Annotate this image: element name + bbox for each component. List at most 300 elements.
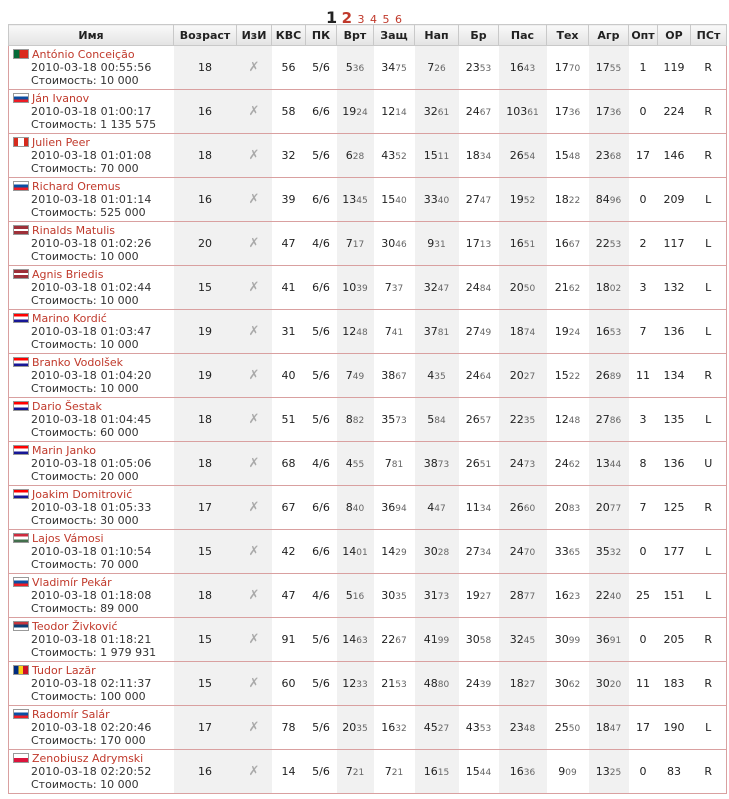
age-cell: 19 — [174, 354, 237, 398]
stat-agr-value: 17 — [595, 105, 610, 118]
stat-teh-sub: 22 — [568, 372, 581, 382]
stat-pas-cell — [499, 442, 547, 486]
stat-agr-sub: 55 — [609, 64, 622, 74]
stat-agr-value: 18 — [595, 281, 610, 294]
stat-pas-value: 20 — [509, 369, 524, 382]
cost-label: Стоимость: — [31, 294, 97, 307]
stat-nap-cell — [415, 178, 459, 222]
cost-value: 10 000 — [100, 250, 139, 263]
col-header-pst[interactable]: ПСт — [691, 25, 727, 46]
stat-vrt-cell — [337, 222, 374, 266]
cross-icon[interactable]: ✗ — [248, 236, 260, 251]
age-cell: 17 — [174, 706, 237, 750]
cross-icon[interactable]: ✗ — [248, 500, 260, 515]
izi-cell[interactable] — [237, 750, 272, 794]
stat-pas-sub: 27 — [523, 680, 536, 690]
stat-agr-value: 16 — [595, 325, 610, 338]
stat-br-value: 23 — [465, 61, 480, 74]
cost-label: Стоимость: — [31, 338, 97, 351]
stat-zasch-cell — [374, 750, 415, 794]
col-header-br[interactable]: Бр — [459, 25, 499, 46]
izi-cell[interactable] — [237, 618, 272, 662]
stat-nap-sub: 40 — [437, 196, 450, 206]
pk-cell: 4/6 — [306, 222, 337, 266]
stat-zasch-value: 22 — [381, 633, 396, 646]
stat-teh-cell — [547, 574, 589, 618]
stat-teh-value: 17 — [554, 61, 569, 74]
stat-vrt-cell — [337, 706, 374, 750]
stat-br-cell — [459, 706, 499, 750]
stat-agr-value: 36 — [595, 633, 610, 646]
stat-zasch-sub: 40 — [395, 196, 407, 206]
table-row — [9, 530, 727, 574]
stat-teh-cell — [547, 90, 589, 134]
stat-vrt-cell — [337, 750, 374, 794]
stat-vrt-cell — [337, 134, 374, 178]
stat-zasch-value: 21 — [381, 677, 396, 690]
stat-pas-value: 22 — [509, 413, 524, 426]
stat-pas-cell — [499, 662, 547, 706]
cross-icon[interactable]: ✗ — [248, 676, 260, 691]
opt-cell: 1 — [629, 46, 658, 90]
stat-agr-sub: 68 — [609, 152, 622, 162]
player-name-link[interactable]: Julien Peer — [32, 136, 90, 149]
player-name-link[interactable]: Vladimír Pekár — [32, 576, 112, 589]
stat-vrt-sub: 17 — [352, 240, 365, 250]
kvs-cell: 78 — [272, 706, 306, 750]
stat-agr-value: 20 — [595, 501, 610, 514]
stat-nap-sub: 73 — [437, 592, 450, 602]
stat-vrt-cell — [337, 442, 374, 486]
player-name-link[interactable]: Tudor Lazăr — [32, 664, 96, 677]
player-cost — [13, 294, 174, 307]
player-cell — [9, 618, 174, 662]
stat-zasch-value: 7 — [384, 457, 392, 470]
stat-zasch-cell — [374, 222, 415, 266]
stat-br-value: 24 — [465, 677, 480, 690]
stat-agr-sub: 53 — [609, 328, 622, 338]
kvs-cell: 42 — [272, 530, 306, 574]
stat-zasch-sub: 67 — [395, 372, 407, 382]
stat-teh-value: 9 — [558, 765, 566, 778]
cross-icon[interactable]: ✗ — [248, 148, 260, 163]
izi-cell[interactable] — [237, 662, 272, 706]
stat-teh-sub: 48 — [568, 152, 581, 162]
cross-icon[interactable]: ✗ — [248, 632, 260, 647]
flag-icon — [13, 665, 29, 675]
stat-teh-value: 18 — [554, 193, 569, 206]
age-cell: 18 — [174, 574, 237, 618]
pst-cell: R — [691, 354, 727, 398]
stat-teh-sub: 22 — [568, 196, 581, 206]
player-date: 2010-03-18 01:05:06 — [31, 457, 152, 470]
kvs-cell: 91 — [272, 618, 306, 662]
pst-cell: L — [691, 574, 727, 618]
stat-agr-sub: 47 — [609, 724, 622, 734]
stat-nap-sub: 11 — [437, 152, 450, 162]
stat-zasch-cell — [374, 134, 415, 178]
opt-cell: 11 — [629, 662, 658, 706]
flag-icon — [13, 445, 29, 455]
player-name-link[interactable]: Joakim Domitrović — [32, 488, 133, 501]
stat-pas-value: 16 — [509, 765, 524, 778]
stat-vrt-cell — [337, 398, 374, 442]
stat-nap-sub: 31 — [434, 240, 446, 250]
stat-agr-cell — [589, 574, 629, 618]
player-name-link[interactable]: Rinalds Matulis — [32, 224, 116, 237]
player-cell — [9, 222, 174, 266]
stat-nap-cell — [415, 46, 459, 90]
stat-br-sub: 57 — [479, 416, 492, 426]
stat-teh-cell — [547, 530, 589, 574]
player-cell — [9, 750, 174, 794]
izi-cell[interactable] — [237, 310, 272, 354]
or-cell: 134 — [658, 354, 691, 398]
stat-nap-value: 33 — [423, 193, 438, 206]
stat-zasch-value: 36 — [381, 501, 396, 514]
cost-label: Стоимость: — [31, 426, 97, 439]
pst-cell: R — [691, 90, 727, 134]
col-header-name[interactable]: Имя — [9, 25, 174, 46]
table-row — [9, 574, 727, 618]
stat-nap-value: 45 — [423, 721, 438, 734]
player-cost — [13, 646, 174, 659]
cross-icon[interactable]: ✗ — [248, 720, 260, 735]
stat-zasch-sub: 32 — [395, 724, 407, 734]
stat-zasch-value: 7 — [384, 325, 392, 338]
stat-br-sub: 47 — [479, 196, 492, 206]
stat-pas-value: 26 — [509, 501, 524, 514]
age-cell: 18 — [174, 134, 237, 178]
table-row — [9, 310, 727, 354]
player-name-link[interactable]: Lajos Vámosi — [32, 532, 104, 545]
izi-cell[interactable] — [237, 706, 272, 750]
pst-cell: L — [691, 706, 727, 750]
col-header-teh[interactable]: Тех — [547, 25, 589, 46]
cost-label: Стоимость: — [31, 778, 97, 791]
page-link-4[interactable]: 4 — [370, 13, 378, 26]
stat-teh-cell — [547, 354, 589, 398]
stat-pas-sub: 60 — [523, 504, 536, 514]
stat-agr-value: 22 — [595, 237, 610, 250]
cost-value: 70 000 — [100, 558, 139, 571]
stat-nap-cell — [415, 310, 459, 354]
stat-agr-sub: 53 — [609, 240, 622, 250]
stat-nap-value: 41 — [423, 633, 438, 646]
player-name-link[interactable]: Dario Šestak — [32, 400, 102, 413]
table-row — [9, 178, 727, 222]
stat-zasch-value: 43 — [381, 149, 396, 162]
stat-zasch-value: 14 — [381, 545, 396, 558]
player-name-link[interactable]: Marino Kordić — [32, 312, 107, 325]
stat-pas-value: 16 — [509, 237, 524, 250]
stat-teh-sub: 65 — [568, 548, 581, 558]
player-date: 2010-03-18 02:20:46 — [31, 721, 152, 734]
opt-cell: 17 — [629, 134, 658, 178]
stat-pas-cell — [499, 706, 547, 750]
stat-nap-value: 38 — [423, 457, 438, 470]
cross-icon[interactable]: ✗ — [248, 764, 260, 779]
player-name-link[interactable]: Zenobiusz Adrymski — [32, 752, 144, 765]
col-header-kvs[interactable]: КВС — [272, 25, 306, 46]
pk-cell: 5/6 — [306, 310, 337, 354]
or-cell: 151 — [658, 574, 691, 618]
kvs-cell: 41 — [272, 266, 306, 310]
or-cell: 117 — [658, 222, 691, 266]
stat-zasch-value: 35 — [381, 413, 396, 426]
stat-vrt-sub: 01 — [356, 548, 368, 558]
pk-cell: 6/6 — [306, 530, 337, 574]
col-header-opt[interactable]: Опт — [629, 25, 658, 46]
col-header-nap[interactable]: Нап — [415, 25, 459, 46]
izi-cell[interactable] — [237, 266, 272, 310]
opt-cell: 3 — [629, 398, 658, 442]
cross-icon[interactable]: ✗ — [248, 324, 260, 339]
cross-icon[interactable]: ✗ — [248, 280, 260, 295]
stat-br-sub: 53 — [479, 64, 492, 74]
stat-br-value: 11 — [465, 501, 480, 514]
stat-br-sub: 49 — [479, 328, 492, 338]
stat-pas-value: 32 — [509, 633, 524, 646]
stat-vrt-sub: 35 — [356, 724, 368, 734]
cost-value: 70 000 — [100, 162, 139, 175]
stat-vrt-value: 12 — [342, 677, 357, 690]
page-link-6[interactable]: 6 — [395, 13, 403, 26]
stat-zasch-cell — [374, 486, 415, 530]
cross-icon[interactable]: ✗ — [248, 60, 260, 75]
pst-cell: L — [691, 530, 727, 574]
stat-nap-value: 4 — [427, 501, 435, 514]
age-cell: 16 — [174, 90, 237, 134]
stat-pas-sub: 43 — [523, 64, 536, 74]
player-name-link[interactable]: Ján Ivanov — [32, 92, 90, 105]
izi-cell[interactable] — [237, 486, 272, 530]
stat-pas-sub: 36 — [523, 768, 536, 778]
cost-label: Стоимость: — [31, 382, 97, 395]
player-cell — [9, 398, 174, 442]
stat-teh-sub: 09 — [565, 768, 577, 778]
stat-agr-sub: 25 — [609, 768, 622, 778]
izi-cell[interactable] — [237, 354, 272, 398]
stat-agr-value: 84 — [595, 193, 610, 206]
stat-pas-value: 16 — [509, 61, 524, 74]
players-table — [8, 24, 727, 794]
stat-nap-value: 16 — [423, 765, 438, 778]
opt-cell: 25 — [629, 574, 658, 618]
stat-br-value: 18 — [465, 149, 480, 162]
player-date: 2010-03-18 01:05:33 — [31, 501, 152, 514]
cost-value: 1 979 931 — [100, 646, 157, 659]
flag-icon — [13, 401, 29, 411]
stat-br-cell — [459, 222, 499, 266]
stat-zasch-sub: 94 — [395, 504, 407, 514]
izi-cell[interactable] — [237, 398, 272, 442]
stat-vrt-sub: 21 — [352, 768, 365, 778]
col-header-izi[interactable]: ИзИ — [237, 25, 272, 46]
stat-pas-cell — [499, 134, 547, 178]
player-cost — [13, 74, 174, 87]
cross-icon[interactable]: ✗ — [248, 104, 260, 119]
col-header-pas[interactable]: Пас — [499, 25, 547, 46]
pk-cell: 5/6 — [306, 398, 337, 442]
izi-cell[interactable] — [237, 222, 272, 266]
stat-teh-value: 17 — [554, 105, 569, 118]
stat-teh-value: 30 — [554, 677, 569, 690]
stat-agr-cell — [589, 134, 629, 178]
stat-teh-cell — [547, 662, 589, 706]
stat-br-value: 19 — [465, 589, 480, 602]
stat-nap-cell — [415, 750, 459, 794]
stat-pas-value: 18 — [509, 677, 524, 690]
stat-br-value: 27 — [465, 193, 480, 206]
flag-icon — [13, 181, 29, 191]
col-header-vrt[interactable]: Врт — [337, 25, 374, 46]
opt-cell: 17 — [629, 706, 658, 750]
kvs-cell: 51 — [272, 398, 306, 442]
flag-icon — [13, 137, 29, 147]
cost-value: 10 000 — [100, 382, 139, 395]
player-date: 2010-03-18 01:03:47 — [31, 325, 152, 338]
col-header-or[interactable]: ОР — [658, 25, 691, 46]
or-cell: 135 — [658, 398, 691, 442]
stat-nap-value: 15 — [423, 149, 438, 162]
cross-icon[interactable]: ✗ — [248, 192, 260, 207]
stat-pas-value: 20 — [509, 281, 524, 294]
page-link-5[interactable]: 5 — [382, 13, 390, 26]
izi-cell[interactable] — [237, 46, 272, 90]
player-cell — [9, 310, 174, 354]
stat-br-cell — [459, 618, 499, 662]
page-link-3[interactable]: 3 — [357, 13, 365, 26]
player-cost — [13, 426, 174, 439]
stat-zasch-sub: 37 — [391, 284, 404, 294]
cross-icon[interactable]: ✗ — [248, 368, 260, 383]
player-name-link[interactable]: António Conceição — [32, 48, 135, 61]
stat-teh-value: 15 — [554, 369, 569, 382]
izi-cell[interactable] — [237, 530, 272, 574]
stat-vrt-cell — [337, 354, 374, 398]
col-header-pk[interactable]: ПК — [306, 25, 337, 46]
player-name-link[interactable]: Agnis Briedis — [32, 268, 104, 281]
player-cost — [13, 382, 174, 395]
players-tbody — [9, 46, 727, 794]
kvs-cell: 67 — [272, 486, 306, 530]
cost-value: 89 000 — [100, 602, 139, 615]
izi-cell[interactable] — [237, 178, 272, 222]
stat-teh-cell — [547, 618, 589, 662]
flag-icon — [13, 357, 29, 367]
pst-cell: R — [691, 618, 727, 662]
player-cell — [9, 662, 174, 706]
stat-agr-value: 23 — [595, 149, 610, 162]
player-name-link[interactable]: Teodor Živković — [32, 620, 118, 633]
player-name-link[interactable]: Marin Janko — [32, 444, 96, 457]
pst-cell: L — [691, 222, 727, 266]
stat-agr-cell — [589, 398, 629, 442]
kvs-cell: 47 — [272, 574, 306, 618]
stat-zasch-sub: 14 — [395, 108, 407, 118]
stat-teh-cell — [547, 134, 589, 178]
player-name-link[interactable]: Richard Oremus — [32, 180, 121, 193]
stat-nap-cell — [415, 354, 459, 398]
player-cost — [13, 690, 174, 703]
stat-br-sub: 34 — [479, 548, 492, 558]
stat-teh-cell — [547, 750, 589, 794]
pk-cell: 4/6 — [306, 442, 337, 486]
player-date: 2010-03-18 01:01:08 — [31, 149, 152, 162]
stat-vrt-value: 20 — [342, 721, 357, 734]
or-cell: 146 — [658, 134, 691, 178]
stat-br-sub: 64 — [479, 372, 492, 382]
stat-nap-value: 30 — [423, 545, 438, 558]
stat-br-cell — [459, 398, 499, 442]
stat-agr-sub: 77 — [609, 504, 622, 514]
player-cost — [13, 162, 174, 175]
stat-nap-cell — [415, 618, 459, 662]
cross-icon[interactable]: ✗ — [248, 544, 260, 559]
kvs-cell: 40 — [272, 354, 306, 398]
cross-icon[interactable]: ✗ — [248, 412, 260, 427]
stat-vrt-value: 6 — [345, 149, 353, 162]
page-link-2[interactable]: 2 — [341, 9, 353, 27]
izi-cell[interactable] — [237, 134, 272, 178]
stat-br-value: 30 — [465, 633, 480, 646]
col-header-agr[interactable]: Агр — [589, 25, 629, 46]
pst-cell: R — [691, 46, 727, 90]
player-date: 2010-03-18 01:00:17 — [31, 105, 152, 118]
col-header-age[interactable]: Возраст — [174, 25, 237, 46]
kvs-cell: 60 — [272, 662, 306, 706]
stat-nap-value: 32 — [423, 105, 438, 118]
opt-cell: 8 — [629, 442, 658, 486]
stat-br-cell — [459, 354, 499, 398]
stat-vrt-sub: 45 — [356, 196, 368, 206]
cross-icon[interactable]: ✗ — [248, 456, 260, 471]
cross-icon[interactable]: ✗ — [248, 588, 260, 603]
player-cost — [13, 250, 174, 263]
player-name-link[interactable]: Branko Vodolšek — [32, 356, 124, 369]
player-cell — [9, 530, 174, 574]
cost-label: Стоимость: — [31, 162, 97, 175]
stat-agr-value: 35 — [595, 545, 610, 558]
col-header-zasch[interactable]: Защ — [374, 25, 415, 46]
stat-vrt-value: 10 — [342, 281, 357, 294]
stat-br-cell — [459, 310, 499, 354]
pst-cell: L — [691, 310, 727, 354]
izi-cell[interactable] — [237, 90, 272, 134]
stat-nap-sub: 26 — [434, 64, 446, 74]
stat-zasch-value: 12 — [381, 105, 396, 118]
stat-br-cell — [459, 46, 499, 90]
stat-agr-sub: 86 — [609, 416, 622, 426]
player-name-link[interactable]: Radomír Salár — [32, 708, 110, 721]
izi-cell[interactable] — [237, 574, 272, 618]
izi-cell[interactable] — [237, 442, 272, 486]
stat-nap-value: 32 — [423, 281, 438, 294]
table-row — [9, 398, 727, 442]
flag-icon — [13, 533, 29, 543]
stat-nap-sub: 84 — [434, 416, 446, 426]
stat-teh-value: 12 — [554, 413, 569, 426]
stat-teh-cell — [547, 178, 589, 222]
stat-nap-sub: 47 — [437, 284, 450, 294]
or-cell: 205 — [658, 618, 691, 662]
stat-teh-value: 24 — [554, 457, 569, 470]
stat-agr-sub: 32 — [609, 548, 622, 558]
pst-cell: R — [691, 662, 727, 706]
stat-vrt-value: 12 — [342, 325, 357, 338]
stat-zasch-sub: 75 — [395, 64, 407, 74]
